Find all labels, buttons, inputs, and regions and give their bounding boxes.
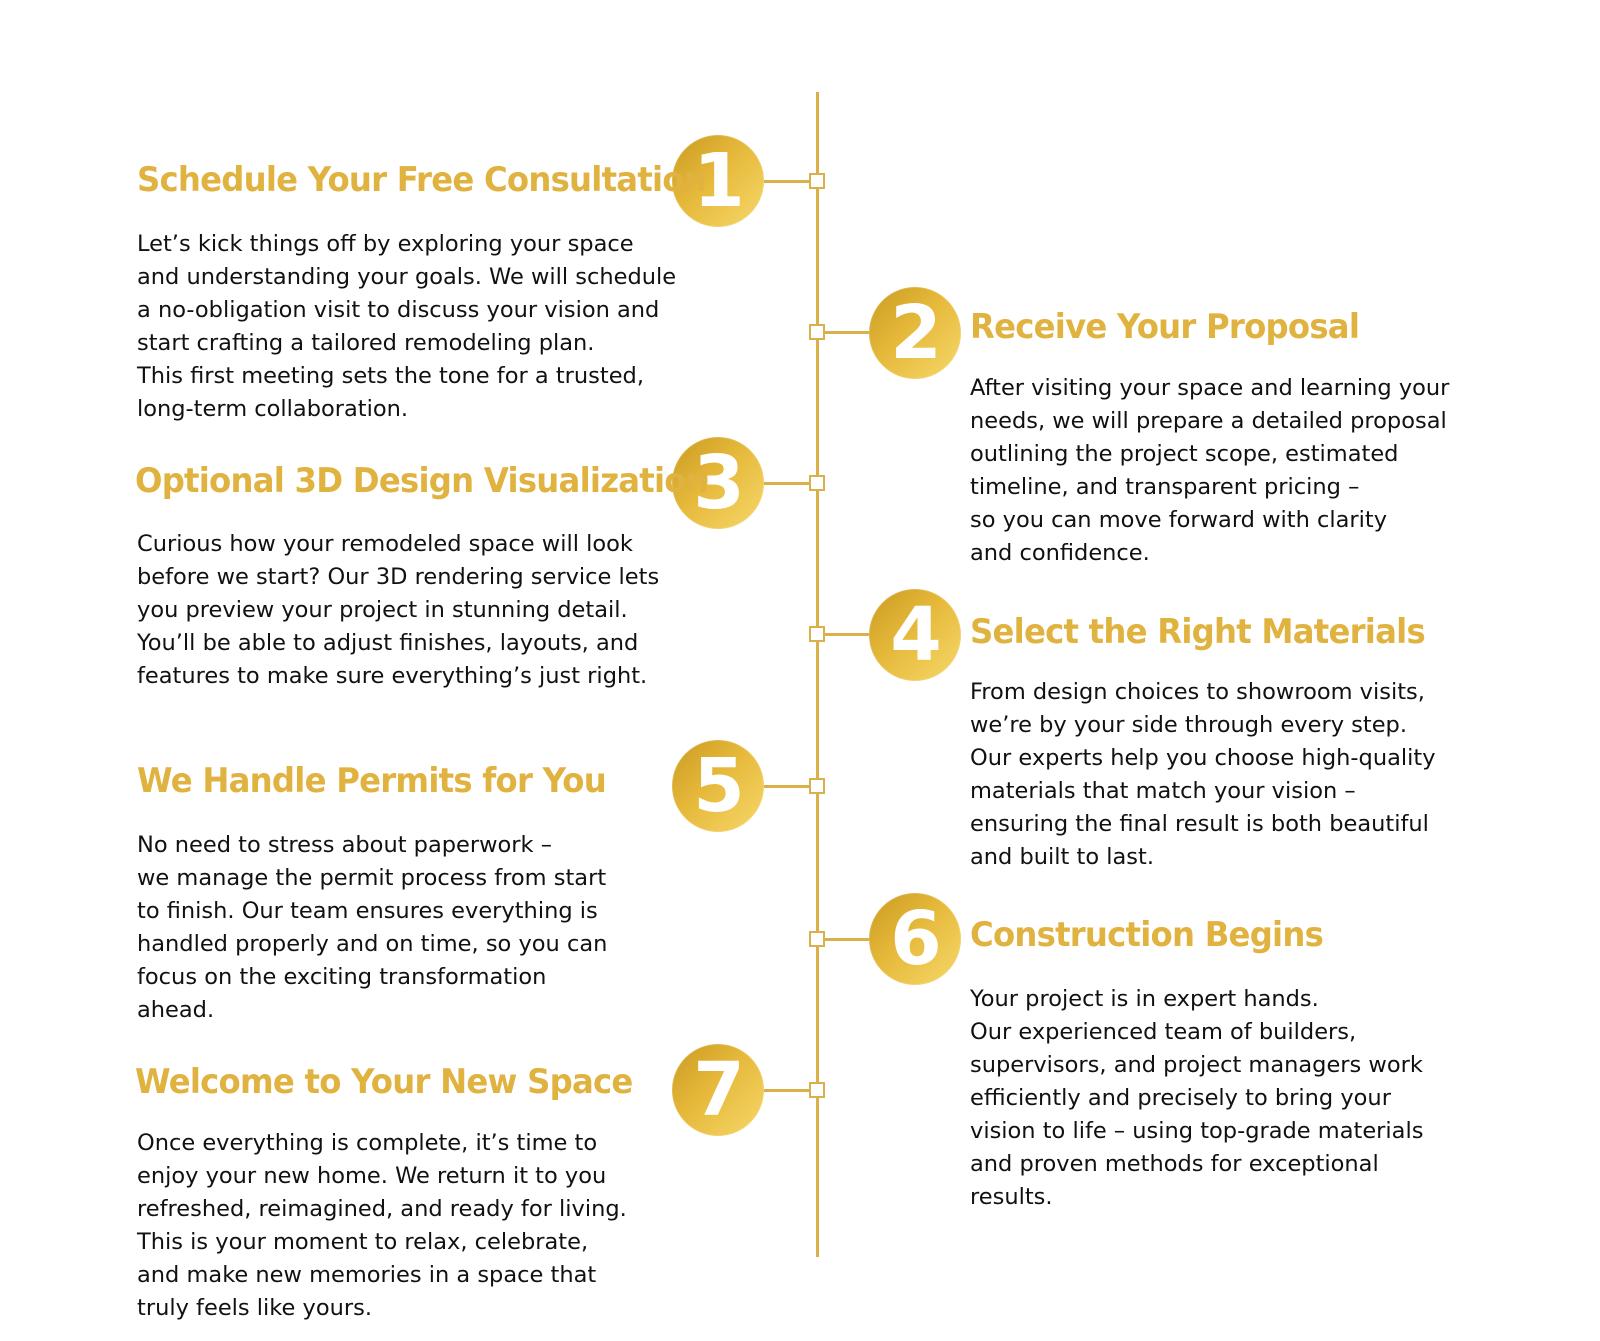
step-5-line: No need to stress about paperwork – [137,832,552,858]
step-4-description [970,676,1436,874]
step-5-title: We Handle Permits for You [137,761,606,801]
step-7-line: truly feels like yours. [137,1295,372,1321]
step-2-line: needs, we will prepare a detailed proposal [970,408,1447,434]
step-4-line: From design choices to showroom visits, [970,679,1425,705]
step-1-node [809,173,825,189]
step-5-line: focus on the exciting transformation [137,964,547,990]
step-5-line: ahead. [137,997,215,1023]
step-7-line: enjoy your new home. We return it to you [137,1163,607,1189]
step-7-number-badge [672,1044,764,1136]
step-7-line: and make new memories in a space that [137,1262,597,1288]
step-2-number: 2 [890,290,940,376]
step-2-line: After visiting your space and learning your [970,375,1450,401]
step-3-number: 3 [693,440,743,526]
step-5-description [137,829,607,1027]
step-6-line: Our experienced team of builders, [970,1019,1357,1045]
step-7-title: Welcome to Your New Space [135,1062,633,1102]
step-7-number: 7 [693,1047,743,1133]
step-5-line: we manage the permit process from start [137,865,607,891]
step-6-title: Construction Begins [970,915,1324,955]
step-6-node [809,931,825,947]
step-2-line: timeline, and transparent pricing – [970,474,1360,500]
step-7-description [137,1127,627,1325]
step-3-line: Curious how your remodeled space will look [137,531,633,557]
step-3-line: you preview your project in stunning detail. [137,597,628,623]
step-1-line: This first meeting sets the tone for a trusted, [137,363,644,389]
step-1-line: a no-obligation visit to discuss your vision and [137,297,660,323]
step-1-number: 1 [693,138,743,224]
step-6-line: and proven methods for exceptional [970,1151,1379,1177]
step-6-connector [818,938,873,941]
step-2-number-badge [869,287,961,379]
step-5-node [809,778,825,794]
step-1-line: start crafting a tailored remodeling plan. [137,330,595,356]
step-2-line: so you can move forward with clarity [970,507,1388,533]
step-4-line: ensuring the final result is both beautiful [970,811,1429,837]
step-2-line: and confidence. [970,540,1150,566]
step-7-line: refreshed, reimagined, and ready for living. [137,1196,627,1222]
step-6-line: supervisors, and project managers work [970,1052,1423,1078]
step-4-title: Select the Right Materials [970,612,1425,652]
step-4-line: materials that match your vision – [970,778,1356,804]
step-3-node [809,475,825,491]
step-6-number-badge [869,893,961,985]
step-1-title: Schedule Your Free Consultation [137,160,706,200]
step-3-line: before we start? Our 3D rendering service lets [137,564,660,590]
step-5-line: to finish. Our team ensures everything is [137,898,598,924]
step-6-line: results. [970,1184,1053,1210]
step-4-node [809,626,825,642]
step-4-connector [818,633,873,636]
step-7-node [809,1082,825,1098]
step-7-line: This is your moment to relax, celebrate, [137,1229,589,1255]
step-6-line: vision to life – using top-grade materials [970,1118,1424,1144]
step-6-line: efficiently and precisely to bring your [970,1085,1391,1111]
step-2-description [970,372,1449,570]
step-1-line: and understanding your goals. We will schedule [137,264,677,290]
step-1-line: Let’s kick things off by exploring your space [137,231,634,257]
step-5-number-badge [672,740,764,832]
step-2-title: Receive Your Proposal [970,307,1360,347]
step-3-line: You’ll be able to adjust finishes, layouts, and [137,630,639,656]
step-4-number: 4 [890,592,940,678]
step-1-description [137,228,676,426]
step-3-line: features to make sure everything’s just right. [137,663,648,689]
step-4-line: we’re by your side through every step. [970,712,1407,738]
step-4-number-badge [869,589,961,681]
step-2-connector [818,331,873,334]
step-5-line: handled properly and on time, so you can [137,931,608,957]
step-4-line: Our experts help you choose high-quality [970,745,1436,771]
step-2-node [809,324,825,340]
step-1-line: long-term collaboration. [137,396,409,422]
step-6-line: Your project is in expert hands. [970,986,1319,1012]
step-3-title: Optional 3D Design Visualization [135,461,708,501]
step-2-line: outlining the project scope, estimated [970,441,1399,467]
step-3-description [137,528,659,693]
step-6-description [970,983,1423,1214]
step-6-number: 6 [890,896,940,982]
step-7-line: Once everything is complete, it’s time to [137,1130,598,1156]
step-5-number: 5 [693,743,743,829]
step-4-line: and built to last. [970,844,1154,870]
